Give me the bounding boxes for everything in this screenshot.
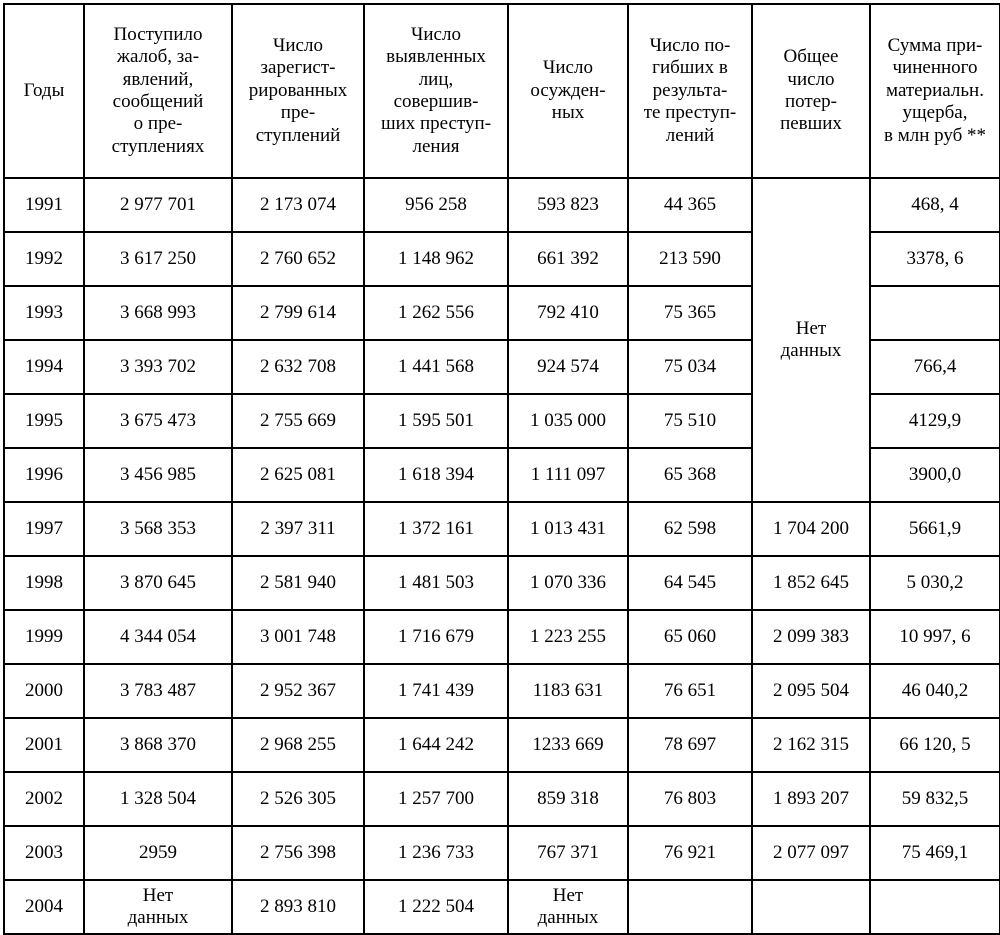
cell-identified: 1 618 394 <box>364 448 508 502</box>
cell-damage: 66 120, 5 <box>870 718 1000 772</box>
column-header-victims: Общее число потер- певших <box>752 4 870 178</box>
cell-complaints: 4 344 054 <box>84 610 232 664</box>
document-page <box>0 3 1000 928</box>
cell-damage <box>870 880 1000 934</box>
cell-year: 1999 <box>4 610 84 664</box>
cell-complaints-no-data: Нет данных <box>84 880 232 934</box>
table-header <box>4 4 1000 178</box>
cell-identified: 1 222 504 <box>364 880 508 934</box>
cell-died: 213 590 <box>628 232 752 286</box>
cell-identified: 1 148 962 <box>364 232 508 286</box>
column-header-convicted: Число осужден- ных <box>508 4 628 178</box>
cell-complaints: 3 870 645 <box>84 556 232 610</box>
cell-victims: 2 095 504 <box>752 664 870 718</box>
cell-victims-no-data: Нет данных <box>752 178 870 502</box>
cell-year: 1992 <box>4 232 84 286</box>
cell-victims <box>752 880 870 934</box>
cell-registered: 2 625 081 <box>232 448 364 502</box>
cell-died: 78 697 <box>628 718 752 772</box>
cell-convicted: 792 410 <box>508 286 628 340</box>
cell-complaints: 3 783 487 <box>84 664 232 718</box>
cell-identified: 1 441 568 <box>364 340 508 394</box>
table-row <box>4 502 1000 556</box>
table-row <box>4 178 1000 232</box>
cell-damage: 59 832,5 <box>870 772 1000 826</box>
cell-damage: 766,4 <box>870 340 1000 394</box>
cell-convicted: 1 013 431 <box>508 502 628 556</box>
cell-damage: 3378, 6 <box>870 232 1000 286</box>
cell-convicted: 1 070 336 <box>508 556 628 610</box>
cell-died: 65 060 <box>628 610 752 664</box>
cell-victims: 2 162 315 <box>752 718 870 772</box>
cell-convicted: 924 574 <box>508 340 628 394</box>
cell-year: 1996 <box>4 448 84 502</box>
cell-registered: 2 581 940 <box>232 556 364 610</box>
cell-registered: 2 173 074 <box>232 178 364 232</box>
cell-damage: 468, 4 <box>870 178 1000 232</box>
cell-convicted: 661 392 <box>508 232 628 286</box>
header-row <box>4 4 1000 178</box>
column-header-complaints: Поступило жалоб, за- явлений, сообщений о пре- ступлениях <box>84 4 232 178</box>
table-row <box>4 718 1000 772</box>
cell-year: 1991 <box>4 178 84 232</box>
cell-registered: 2 756 398 <box>232 826 364 880</box>
cell-identified: 1 595 501 <box>364 394 508 448</box>
cell-complaints: 3 617 250 <box>84 232 232 286</box>
cell-year: 2004 <box>4 880 84 934</box>
cell-died <box>628 880 752 934</box>
cell-victims: 2 077 097 <box>752 826 870 880</box>
table-row <box>4 610 1000 664</box>
cell-damage <box>870 286 1000 340</box>
cell-damage: 10 997, 6 <box>870 610 1000 664</box>
cell-identified: 1 644 242 <box>364 718 508 772</box>
table-row <box>4 556 1000 610</box>
cell-died: 75 510 <box>628 394 752 448</box>
cell-identified: 956 258 <box>364 178 508 232</box>
cell-damage: 46 040,2 <box>870 664 1000 718</box>
crime-statistics-table <box>3 3 1000 935</box>
cell-registered: 2 799 614 <box>232 286 364 340</box>
cell-complaints: 2 977 701 <box>84 178 232 232</box>
cell-convicted: 593 823 <box>508 178 628 232</box>
cell-complaints: 2959 <box>84 826 232 880</box>
cell-year: 2001 <box>4 718 84 772</box>
cell-convicted: 859 318 <box>508 772 628 826</box>
cell-complaints: 1 328 504 <box>84 772 232 826</box>
cell-complaints: 3 393 702 <box>84 340 232 394</box>
column-header-died: Число по- гибших в результа- те преступ- лений <box>628 4 752 178</box>
cell-identified: 1 262 556 <box>364 286 508 340</box>
table-row <box>4 772 1000 826</box>
cell-convicted: 767 371 <box>508 826 628 880</box>
cell-year: 2002 <box>4 772 84 826</box>
cell-identified: 1 236 733 <box>364 826 508 880</box>
cell-damage: 75 469,1 <box>870 826 1000 880</box>
cell-died: 64 545 <box>628 556 752 610</box>
cell-year: 2003 <box>4 826 84 880</box>
cell-complaints: 3 668 993 <box>84 286 232 340</box>
cell-identified: 1 257 700 <box>364 772 508 826</box>
table-body <box>4 178 1000 934</box>
cell-identified: 1 372 161 <box>364 502 508 556</box>
cell-year: 1994 <box>4 340 84 394</box>
cell-complaints: 3 675 473 <box>84 394 232 448</box>
cell-died: 76 803 <box>628 772 752 826</box>
table-row <box>4 664 1000 718</box>
cell-convicted: 1183 631 <box>508 664 628 718</box>
table-row <box>4 826 1000 880</box>
cell-died: 65 368 <box>628 448 752 502</box>
cell-identified: 1 481 503 <box>364 556 508 610</box>
cell-registered: 2 760 652 <box>232 232 364 286</box>
cell-died: 75 034 <box>628 340 752 394</box>
cell-year: 1998 <box>4 556 84 610</box>
cell-registered: 2 397 311 <box>232 502 364 556</box>
table-row <box>4 880 1000 934</box>
cell-registered: 2 968 255 <box>232 718 364 772</box>
column-header-years: Годы <box>4 4 84 178</box>
cell-year: 1993 <box>4 286 84 340</box>
cell-died: 44 365 <box>628 178 752 232</box>
cell-victims: 1 893 207 <box>752 772 870 826</box>
cell-complaints: 3 456 985 <box>84 448 232 502</box>
cell-registered: 2 952 367 <box>232 664 364 718</box>
cell-died: 62 598 <box>628 502 752 556</box>
cell-victims: 1 852 645 <box>752 556 870 610</box>
cell-registered: 3 001 748 <box>232 610 364 664</box>
cell-convicted: 1 223 255 <box>508 610 628 664</box>
cell-complaints: 3 868 370 <box>84 718 232 772</box>
cell-registered: 2 526 305 <box>232 772 364 826</box>
cell-registered: 2 893 810 <box>232 880 364 934</box>
cell-damage: 3900,0 <box>870 448 1000 502</box>
cell-died: 76 921 <box>628 826 752 880</box>
cell-complaints: 3 568 353 <box>84 502 232 556</box>
cell-year: 1995 <box>4 394 84 448</box>
cell-damage: 4129,9 <box>870 394 1000 448</box>
cell-victims: 1 704 200 <box>752 502 870 556</box>
cell-year: 2000 <box>4 664 84 718</box>
column-header-damage: Сумма при- чиненного материальн. ущерба, в млн руб ** <box>870 4 1000 178</box>
cell-convicted: 1 111 097 <box>508 448 628 502</box>
cell-died: 75 365 <box>628 286 752 340</box>
cell-registered: 2 755 669 <box>232 394 364 448</box>
cell-convicted-no-data: Нет данных <box>508 880 628 934</box>
column-header-identified-persons: Число выявленных лиц, совершив- ших преступ- ления <box>364 4 508 178</box>
cell-year: 1997 <box>4 502 84 556</box>
cell-identified: 1 716 679 <box>364 610 508 664</box>
column-header-registered-crimes: Число зарегист- рированных пре- ступлений <box>232 4 364 178</box>
cell-convicted: 1 035 000 <box>508 394 628 448</box>
cell-died: 76 651 <box>628 664 752 718</box>
cell-identified: 1 741 439 <box>364 664 508 718</box>
cell-victims: 2 099 383 <box>752 610 870 664</box>
cell-convicted: 1233 669 <box>508 718 628 772</box>
cell-registered: 2 632 708 <box>232 340 364 394</box>
cell-damage: 5 030,2 <box>870 556 1000 610</box>
cell-damage: 5661,9 <box>870 502 1000 556</box>
